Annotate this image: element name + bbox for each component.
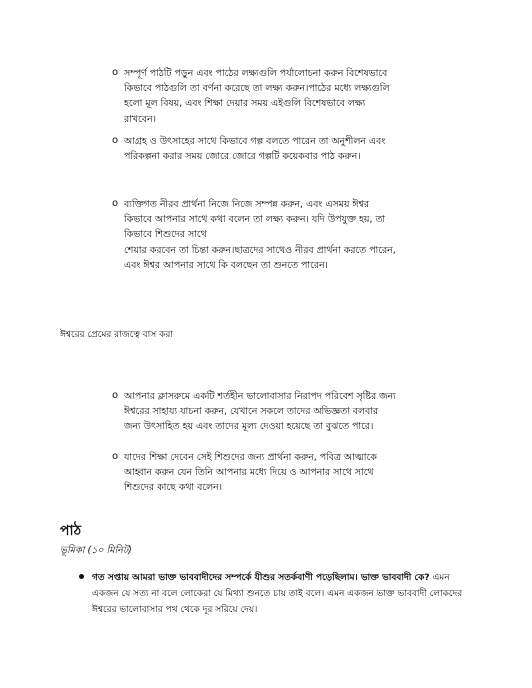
section-item (112, 450, 484, 496)
activity-line: কিভাবে পাঠগুলি তা বর্ণনা করেছে তা লক্ষ্য করুন।পাঠের মধ্যে লক্ষ্যগুলি (124, 83, 390, 95)
activity-line: কিভাবে শিশুদের সাথে (124, 229, 207, 241)
activity-line: শেয়ার করবেন তা চিন্তা করুন।ছাত্রদের সাথেও নীরব প্রার্থনা করতে পারেন, (124, 244, 396, 256)
hollow-bullet-icon: o (112, 67, 119, 78)
activity-line: আগ্রহ ও উৎসাহের সাথে কিভাবে গল্প বলতে পারেন তা অনুশীলন এবং (124, 136, 386, 147)
activity-line: কিভাবে আপনার সাথে কথা বলেন তা লক্ষ্য করুন। যদি উপযুক্ত হয়, তা (124, 214, 386, 226)
activity-item (112, 134, 484, 164)
activity-line: হলো মূল বিষয়, এবং শিক্ষা দেয়ার সময় এইগুলি বিশেষভাবে লক্ষ্য (124, 98, 366, 110)
section-item-line: ঈশ্বরের সাহায্য যাচনা করুন, যেখানে সকলে তাদের অভিজ্ঞতা বলবার (124, 406, 379, 418)
section-item (112, 389, 484, 435)
hollow-bullet-icon: o (112, 135, 119, 146)
section-item-line: শিশুদের কাছে কথা বলেন। (124, 482, 223, 494)
hollow-bullet-icon: o (112, 390, 119, 401)
section-item-line: যাদের শিক্ষা দেবেন সেই শিশুদের জন্য প্রার্থনা করুন, পবিত্র আত্মাকে (124, 452, 377, 463)
lesson-heading: পাঠ (60, 523, 82, 539)
hollow-bullet-icon: o (112, 451, 119, 462)
intro-heading: ভূমিকা (১০ মিনিট) (60, 545, 132, 556)
section-item-line: জন্য উৎসাহিত হয় এবং তাদের মূল্য দেওয়া হয়েছে তা বুঝতে পারে। (124, 421, 374, 433)
activity-item (112, 66, 484, 127)
section-item-line: আহ্বান করুন যেন তিনি আপনার মধ্যে দিয়ে ও আপনার সাথে সাথে (124, 467, 374, 479)
solid-bullet-icon (79, 574, 84, 579)
activity-line: রাখবেন। (124, 113, 156, 125)
section-title: ঈশ্বরের প্রেমের রাজত্বে বাস করা (60, 330, 173, 340)
lesson-bullet-item (92, 570, 477, 618)
activity-line: পরিকল্পনা করার সময় জোরে জোরে গল্পটি কয়েকবার পাঠ করুন। (124, 151, 361, 163)
activity-line: ব্যক্তিগত নীরব প্রার্থনা নিজে নিজে সম্পন্ন করুন, এবং এসময় ঈশ্বর (124, 199, 370, 210)
activity-item (112, 197, 484, 273)
lesson-bullet-rest: এমন একজন যে সত্য না বলে লোকেরা যে মিথ্যা শুনতে চায় তাই বলে। এমন একজন ভাক্ত ভাববাদী লোকদের ঈশ্বরের ভালোবাসার পথ থেকে দূর সরিয়ে দেয়। (92, 573, 463, 615)
lesson-bullet-text (92, 570, 477, 618)
activity-line: সম্পূর্ণ পাঠটি পড়ুন এবং পাঠের লক্ষ্যগুলি পর্যালোচনা করুন বিশেষভাবে (124, 68, 388, 79)
section-item-line: আপনার ক্লাসরুমে একটি শর্তহীন ভালোবাসার নিরাপদ পরিবেশ সৃষ্টির জন্য (124, 391, 396, 402)
lesson-bullet-bold: গত সপ্তায় আমরা ভাক্ত ভাববাদীদের সম্পর্কে যীশুর সতর্কবাণী পড়েছিলাম। ভাক্ত ভাববাদী কে? (92, 573, 430, 583)
hollow-bullet-icon: o (112, 198, 119, 209)
activity-line: এবং ঈশ্বর আপনার সাথে কি বলছেন তা শুনতে পারেন। (124, 259, 328, 271)
